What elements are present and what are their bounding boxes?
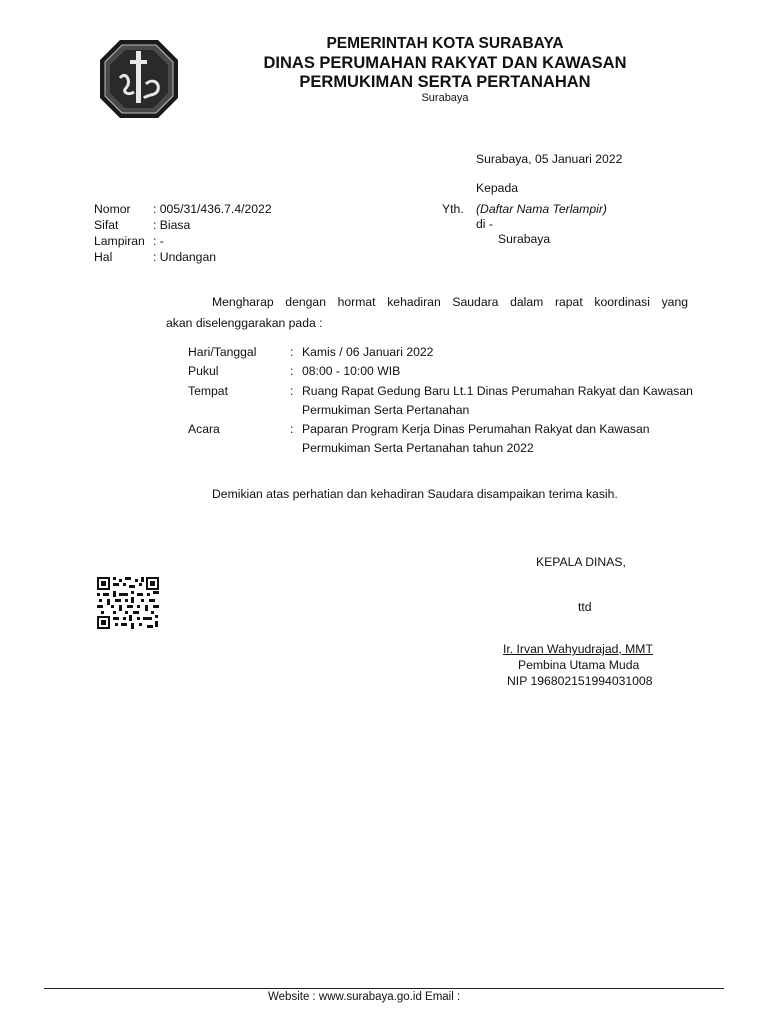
nomor-label: Nomor [94, 202, 131, 216]
detail-hari-label: Hari/Tanggal [188, 345, 257, 359]
signature-nip: NIP 196802151994031008 [507, 674, 653, 688]
closing-text: Demikian atas perhatian dan kehadiran Saudara disampaikan terima kasih. [212, 487, 618, 501]
detail-tempat-value-1: Ruang Rapat Gedung Baru Lt.1 Dinas Perumahan Rakyat dan Kawasan [302, 384, 693, 398]
letterhead-line-1: PEMERINTAH KOTA SURABAYA [326, 35, 564, 52]
detail-pukul-value: 08:00 - 10:00 WIB [302, 364, 401, 378]
recipient-kepada: Kepada [476, 181, 519, 195]
intro-line-2: akan diselenggarakan pada : [166, 316, 323, 330]
detail-acara-value-2: Permukiman Serta Pertanahan tahun 2022 [302, 441, 534, 455]
detail-hari-value: Kamis / 06 Januari 2022 [302, 345, 434, 359]
surabaya-crest-icon [98, 38, 180, 120]
lampiran-value: : - [153, 234, 164, 248]
detail-colon: : [290, 422, 294, 436]
detail-pukul-label: Pukul [188, 364, 219, 378]
detail-acara-label: Acara [188, 422, 220, 436]
recipient-yth-label: Yth. [442, 202, 464, 216]
qr-code-icon [97, 577, 159, 629]
sifat-value: : Biasa [153, 218, 191, 232]
signature-title: KEPALA DINAS, [536, 555, 626, 569]
footer-rule [44, 988, 724, 989]
letterhead-city: Surabaya [421, 92, 469, 104]
letterhead-line-2: DINAS PERUMAHAN RAKYAT DAN KAWASAN [263, 54, 627, 72]
nomor-value: : 005/31/436.7.4/2022 [153, 202, 272, 216]
sifat-label: Sifat [94, 218, 119, 232]
intro-line-1: Mengharap dengan hormat kehadiran Saudara dalam rapat koordinasi yang [212, 295, 688, 309]
letter-date: Surabaya, 05 Januari 2022 [476, 152, 623, 166]
detail-tempat-label: Tempat [188, 384, 228, 398]
recipient-city: Surabaya [498, 232, 551, 246]
signature-rank: Pembina Utama Muda [518, 658, 640, 672]
recipient-yth-value: (Daftar Nama Terlampir) [476, 202, 607, 216]
hal-value: : Undangan [153, 250, 217, 264]
detail-colon: : [290, 345, 294, 359]
detail-tempat-value-2: Permukiman Serta Pertanahan [302, 403, 470, 417]
detail-acara-value-1: Paparan Program Kerja Dinas Perumahan Rakyat dan Kawasan [302, 422, 650, 436]
signature-ttd: ttd [578, 600, 592, 614]
lampiran-label: Lampiran [94, 234, 145, 248]
footer-text: Website : www.surabaya.go.id Email : [268, 991, 461, 1003]
letterhead-line-3: PERMUKIMAN SERTA PERTANAHAN [299, 73, 591, 91]
recipient-di: di - [476, 217, 493, 231]
detail-colon: : [290, 364, 294, 378]
signature-name: Ir. Irvan Wahyudrajad, MMT [503, 642, 653, 656]
detail-colon: : [290, 384, 294, 398]
hal-label: Hal [94, 250, 113, 264]
